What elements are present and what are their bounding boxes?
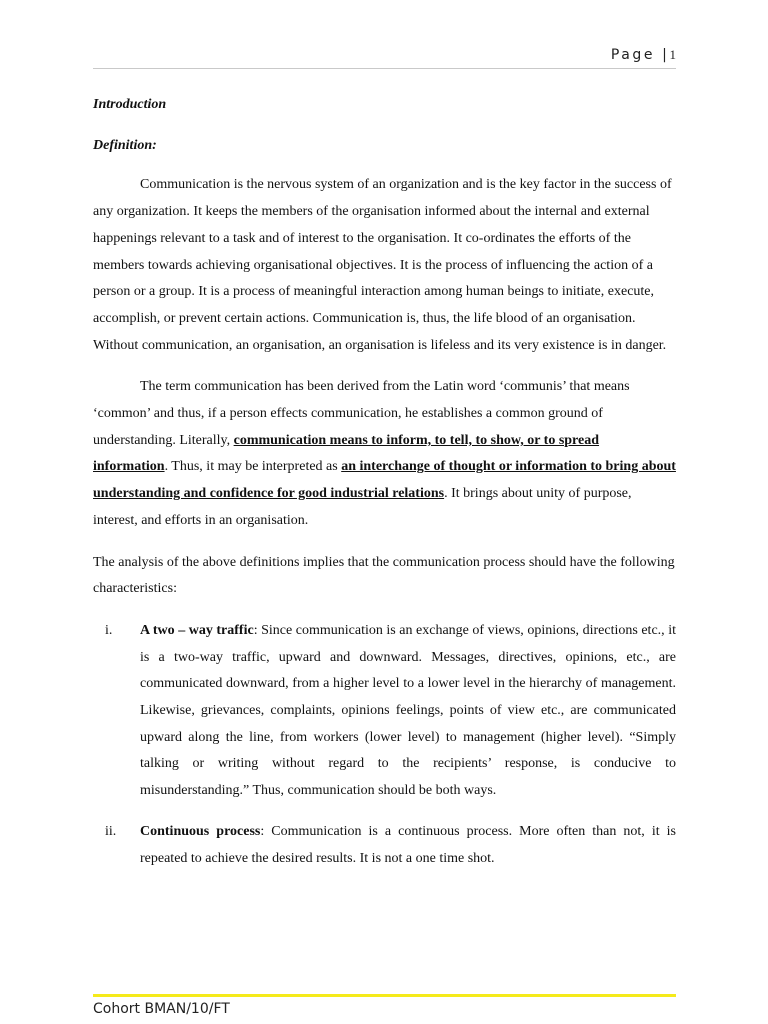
emphasis-definition-literal: communication means to inform, to tell, to show, or to spread information [93, 432, 600, 475]
heading-introduction: Introduction [93, 97, 167, 112]
page-label-text: Page | [610, 47, 670, 63]
paragraph-etymology [93, 374, 676, 534]
list-item [93, 819, 676, 872]
footer-text: Cohort BMAN/10/FT [93, 1001, 230, 1017]
list-item-text: : Communication is a continuous process. More often than not, it is repeated to achieve the desired results. It is not a one time shot. [140, 823, 676, 866]
list-marker: ii. [105, 823, 117, 839]
list-item-text: : Since communication is an exchange of views, opinions, directions etc., it is a two-way traffic, upward and downward. Messages, directives, opinions, etc., are communicated downward, from a higher level to a lower level in the hierarchy of management. Likewise, grievances, complaints, opinions feelings, points of view etc., are communicated upward along the line, from workers (lower level) to management (higher level). “Simply talking or writing without regard to the recipients’ response, is conducive to misunderstanding.” Thus, communication should be both ways. [140, 622, 676, 799]
list-marker: i. [105, 622, 113, 638]
page-number-label [611, 47, 676, 63]
page-header [93, 44, 676, 69]
page-number: 1 [669, 47, 676, 62]
list-item [93, 618, 676, 805]
paragraph-definition: Communication is the nervous system of an organization and is the key factor in the success of any organization. It keeps the members of the organisation informed about the internal and external happenings relevant to a task and of interest to the organisation. It co-ordinates the efforts of the members towards achieving organisational objectives. It is the process of influencing the action of a person or a group. It is a process of meaningful interaction among human beings to initiate, execute, accomplish, or prevent certain actions. Communication is, thus, the life blood of an organisation. Without communication, an organisation, an organisation is lifeless and its very existence is in danger. [93, 177, 672, 353]
list-item-title: Continuous process [140, 823, 261, 839]
heading-definition: Definition: [93, 137, 157, 153]
text-span: . It brings about unity of purpose, interest, and efforts in an organisation. [93, 486, 632, 528]
list-item-title: A two – way traffic [140, 622, 254, 638]
emphasis-definition-interpreted: an interchange of thought or information to bring about understanding and confidence for good industrial relations [93, 459, 676, 502]
text-span: . Thus, it may be interpreted as [164, 459, 342, 475]
characteristics-list [93, 618, 676, 872]
paragraph-analysis: The analysis of the above definitions implies that the communication process should have the following characteristics: [93, 554, 675, 597]
document-body [93, 92, 676, 886]
footer-rule [93, 994, 676, 997]
text-span: The term communication has been derived from the Latin word ‘communis’ that means ‘common’ and thus, if a person effects communication, he establishes a common ground of understanding. Literally, [93, 379, 630, 448]
